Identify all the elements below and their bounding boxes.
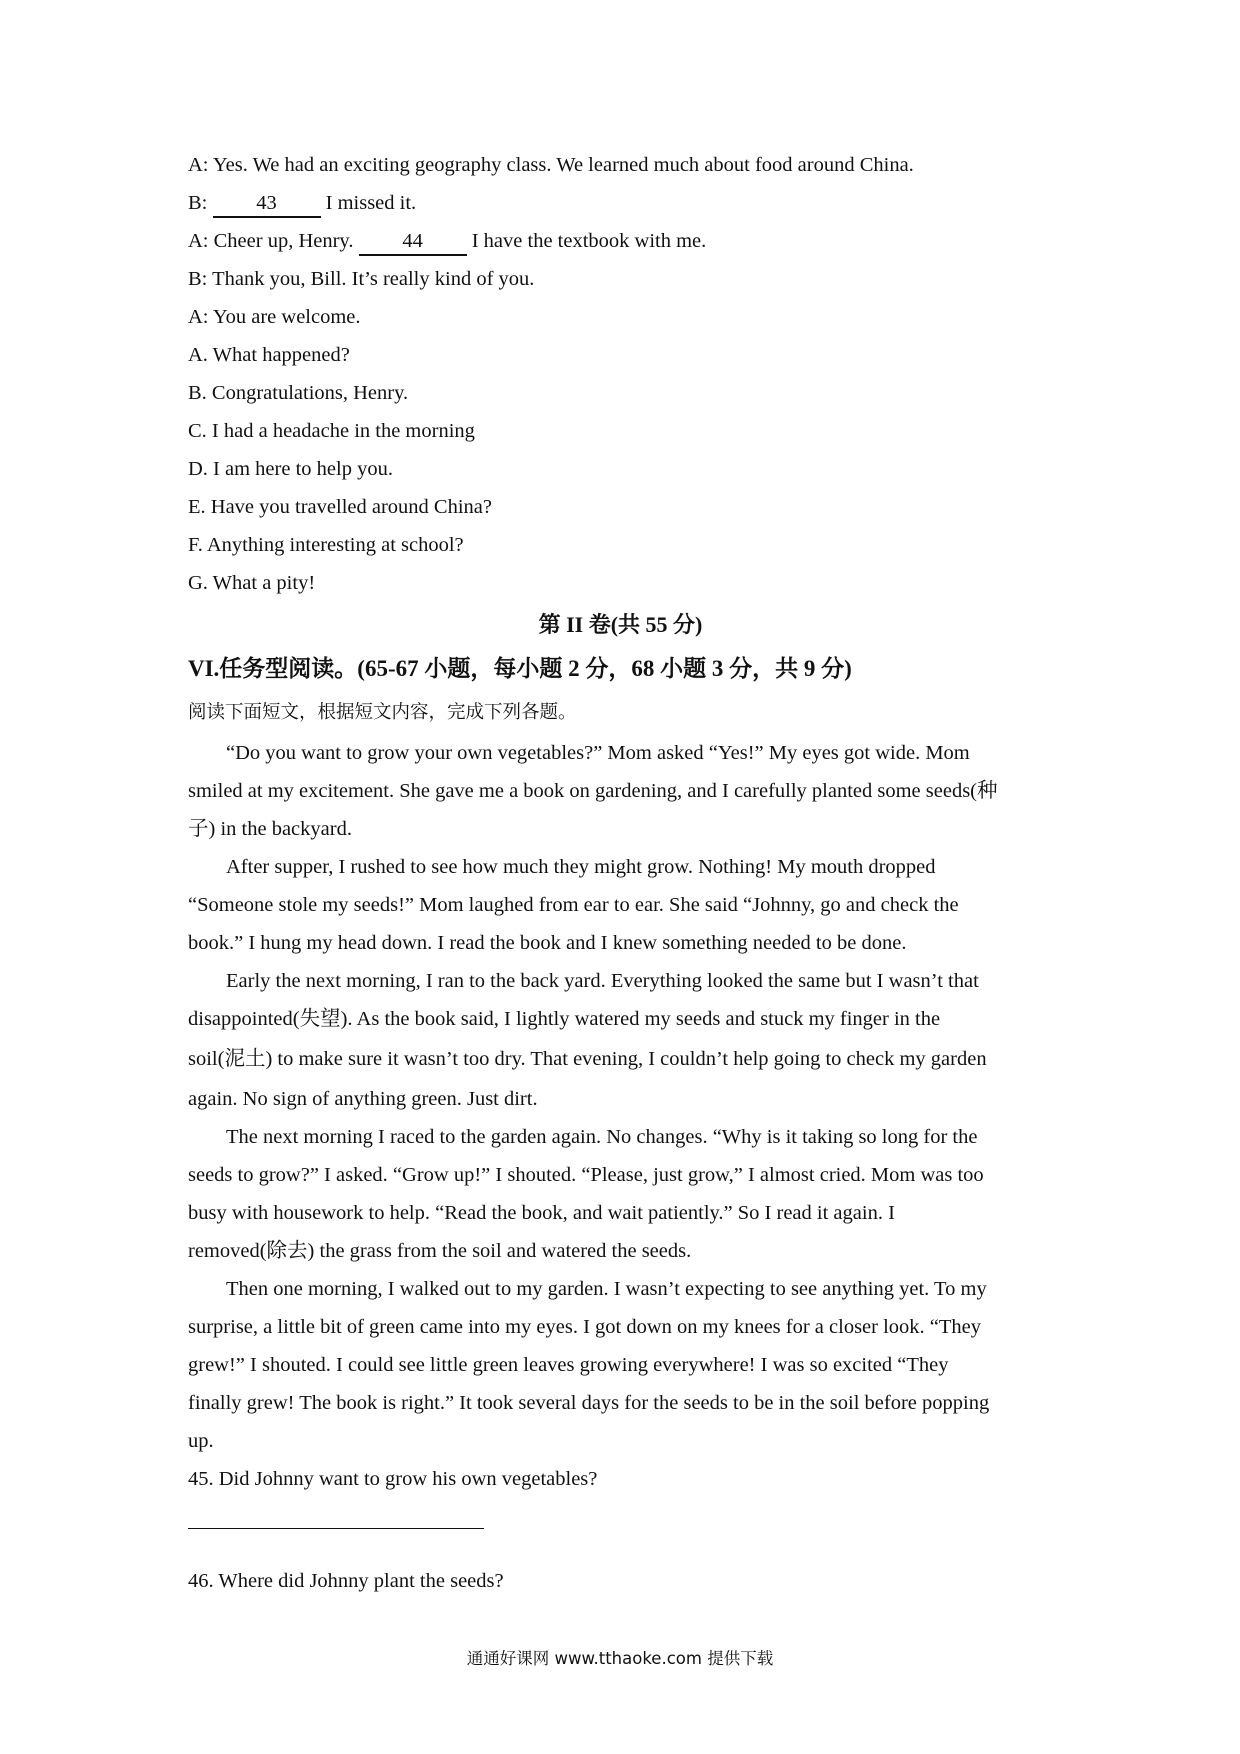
page-footer: 通通好课网 www.tthaoke.com 提供下载 xyxy=(466,1649,774,1668)
dialogue-text: Yes. We had an exciting geography class. We learned much about food around China. xyxy=(212,154,914,176)
task-heading: VI.任务型阅读。(65-67 小题，每小题 2 分，68 小题 3 分，共 9 分) xyxy=(188,656,852,681)
speaker-label: A: xyxy=(188,230,209,252)
section-title: 第 II 卷(共 55 分) xyxy=(538,612,703,637)
passage-line: Early the next morning, I ran to the back yard. Everything looked the same but I wasn’t that xyxy=(226,970,979,992)
dialogue-text: Cheer up, Henry. xyxy=(213,230,354,252)
passage-line: busy with housework to help. “Read the book, and wait patiently.” So I read it again. I xyxy=(188,1202,895,1224)
option-item: F. Anything interesting at school? xyxy=(188,534,464,556)
option-item: E. Have you travelled around China? xyxy=(188,496,492,518)
passage-paragraph-1 xyxy=(188,734,1053,848)
passage-line: book.” I hung my head down. I read the book and I knew something needed to be done. xyxy=(188,932,907,954)
speaker-label: B: xyxy=(188,192,208,214)
passage-line: finally grew! The book is right.” It took several days for the seeds to be in the soil before popping xyxy=(188,1392,990,1414)
passage-paragraph-5 xyxy=(188,1270,1053,1460)
answer-line-45[interactable] xyxy=(188,1528,484,1529)
question-46: 46. Where did Johnny plant the seeds? xyxy=(188,1570,504,1592)
option-item: B. Congratulations, Henry. xyxy=(188,382,409,404)
passage-line: The next morning I raced to the garden again. No changes. “Why is it taking so long for the xyxy=(226,1126,978,1148)
passage-line: up. xyxy=(188,1430,214,1452)
option-item: G. What a pity! xyxy=(188,572,316,594)
option-item: A. What happened? xyxy=(188,344,350,366)
passage-paragraph-2 xyxy=(188,848,1053,962)
passage-line: After supper, I rushed to see how much they might grow. Nothing! My mouth dropped xyxy=(226,856,936,878)
passage-line: “Someone stole my seeds!” Mom laughed from ear to ear. She said “Johnny, go and check the xyxy=(188,894,959,916)
passage-paragraph-4 xyxy=(188,1118,1053,1270)
dialogue-line xyxy=(188,184,1053,222)
passage-line: disappointed(失望). As the book said, I lightly watered my seeds and stuck my finger in the xyxy=(188,1008,941,1030)
dialogue-line xyxy=(188,222,1053,260)
dialogue-text: I missed it. xyxy=(325,192,417,214)
option-item: D. I am here to help you. xyxy=(188,458,393,480)
passage-line: seeds to grow?” I asked. “Grow up!” I shouted. “Please, just grow,” I almost cried. Mom was too xyxy=(188,1164,984,1186)
dialogue-line xyxy=(188,260,1053,298)
passage-line: surprise, a little bit of green came into my eyes. I got down on my knees for a closer look. “They xyxy=(188,1316,982,1338)
option-list xyxy=(188,336,1053,602)
dialogue-text: You are welcome. xyxy=(212,306,361,328)
question-45: 45. Did Johnny want to grow his own vegetables? xyxy=(188,1468,598,1490)
passage-paragraph-3 xyxy=(188,962,1053,1118)
dialogue-line xyxy=(188,146,1053,184)
passage-line: again. No sign of anything green. Just dirt. xyxy=(188,1088,538,1110)
passage-line: Then one morning, I walked out to my garden. I wasn’t expecting to see anything yet. To my xyxy=(226,1278,987,1300)
passage-line: grew!” I shouted. I could see little green leaves growing everywhere! I was so excited “They xyxy=(188,1354,949,1376)
answer-blank-44[interactable]: 44 xyxy=(359,228,467,256)
speaker-label: A: xyxy=(188,154,209,176)
question-46-block xyxy=(188,1562,1053,1600)
answer-blank-43[interactable]: 43 xyxy=(213,190,321,218)
dialogue-text: Thank you, Bill. It’s really kind of you. xyxy=(212,268,535,290)
option-item: C. I had a headache in the morning xyxy=(188,420,475,442)
instruction-text: 阅读下面短文，根据短文内容，完成下列各题。 xyxy=(188,702,577,723)
speaker-label: B: xyxy=(188,268,208,290)
page-content xyxy=(188,146,1053,1498)
passage-line: “Do you want to grow your own vegetables?” Mom asked “Yes!” My eyes got wide. Mom xyxy=(226,742,970,764)
passage-line: smiled at my excitement. She gave me a book on gardening, and I carefully planted some seeds(种 xyxy=(188,780,998,802)
speaker-label: A: xyxy=(188,306,209,328)
reading-passage xyxy=(188,734,1053,1460)
dialogue xyxy=(188,146,1053,336)
dialogue-line xyxy=(188,298,1053,336)
passage-line: soil(泥土) to make sure it wasn’t too dry. That evening, I couldn’t help going to check my garden xyxy=(188,1048,987,1070)
passage-line: 子) in the backyard. xyxy=(188,818,352,840)
passage-line: removed(除去) the grass from the soil and watered the seeds. xyxy=(188,1240,692,1262)
dialogue-text: I have the textbook with me. xyxy=(471,230,707,252)
